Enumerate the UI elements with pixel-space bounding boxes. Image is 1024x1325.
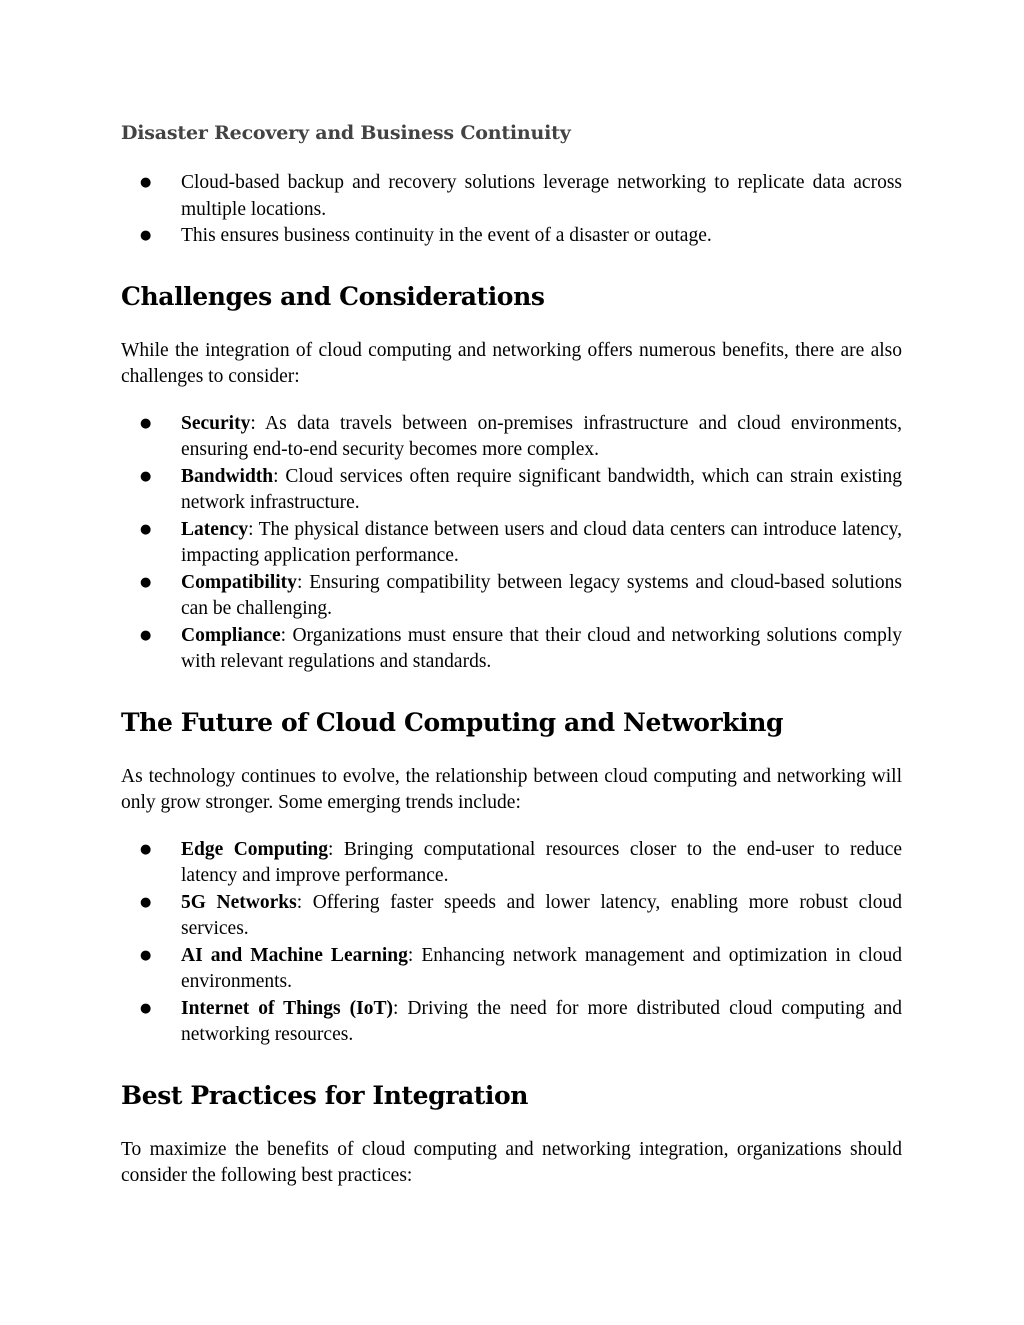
section-heading-challenges: Challenges and Considerations (121, 281, 545, 311)
section-heading-disaster-recovery: Disaster Recovery and Business Continuity (121, 122, 571, 144)
section-heading-future: The Future of Cloud Computing and Networking (121, 707, 784, 737)
list-item-term: Edge Computing (181, 838, 329, 860)
future-bullet-list (121, 837, 902, 1049)
list-item: ● Compliance: Organizations must ensure that their cloud and networking solutions comply with relevant regulations and standards. (140, 624, 902, 672)
bullet-icon: ● (140, 947, 152, 963)
bullet-icon: ● (140, 175, 152, 190)
list-item: ● AI and Machine Learning: Enhancing network management and optimization in cloud environments. (140, 944, 903, 992)
future-intro: As technology continues to evolve, the relationship between cloud computing and networking will only grow stronger. Some emerging trends include: (121, 765, 902, 813)
list-item-term: Compliance (181, 624, 281, 646)
list-item: ● Latency: The physical distance between users and cloud data centers can introduce latency, impacting application performance. (140, 518, 902, 566)
list-item: ● This ensures business continuity in the event of a disaster or outage. (121, 223, 902, 250)
bullet-icon: ● (140, 521, 152, 537)
list-item-term: 5G Networks (181, 891, 297, 913)
disaster-bullet-list (121, 170, 902, 250)
list-item: ● Compatibility: Ensuring compatibility between legacy systems and cloud-based solutions can be challenging. (140, 571, 902, 619)
list-item-term: Security (181, 412, 251, 434)
bullet-icon: ● (140, 415, 152, 431)
section-heading-best-practices: Best Practices for Integration (121, 1080, 529, 1110)
list-item-term: AI and Machine Learning (181, 944, 408, 966)
document-content (121, 118, 902, 1190)
list-item-term: Compatibility (181, 571, 297, 593)
challenges-intro: While the integration of cloud computing and networking offers numerous benefits, there are also challenges to consider: (121, 339, 902, 387)
bullet-icon: ● (140, 228, 152, 243)
bullet-icon: ● (140, 468, 152, 484)
bullet-icon: ● (140, 627, 152, 643)
list-item: ● Cloud-based backup and recovery solutions leverage networking to replicate data across multiple locations. (140, 172, 902, 220)
bullet-icon: ● (140, 574, 152, 590)
list-item: ● 5G Networks: Offering faster speeds and lower latency, enabling more robust cloud services. (140, 891, 902, 939)
best-practices-intro: To maximize the benefits of cloud computing and networking integration, organizations should consider the following best practices: (121, 1138, 902, 1186)
list-item: ● Internet of Things (IoT): Driving the need for more distributed cloud computing and networking resources. (140, 997, 902, 1045)
list-item: ● Edge Computing: Bringing computational resources closer to the end-user to reduce latency and improve performance. (140, 838, 903, 886)
list-item-term: Internet of Things (IoT) (181, 997, 393, 1019)
bullet-icon: ● (140, 1000, 152, 1016)
list-item-term: Bandwidth (181, 465, 274, 487)
list-item: ● Bandwidth: Cloud services often require significant bandwidth, which can strain existing network infrastructure. (140, 465, 902, 513)
bullet-icon: ● (140, 841, 152, 857)
list-item-term: Latency (181, 518, 249, 540)
list-item: ● Security: As data travels between on-premises infrastructure and cloud environments, ensuring end-to-end security becomes more complex. (140, 412, 902, 460)
bullet-icon: ● (140, 894, 152, 910)
challenges-bullet-list (121, 411, 902, 676)
